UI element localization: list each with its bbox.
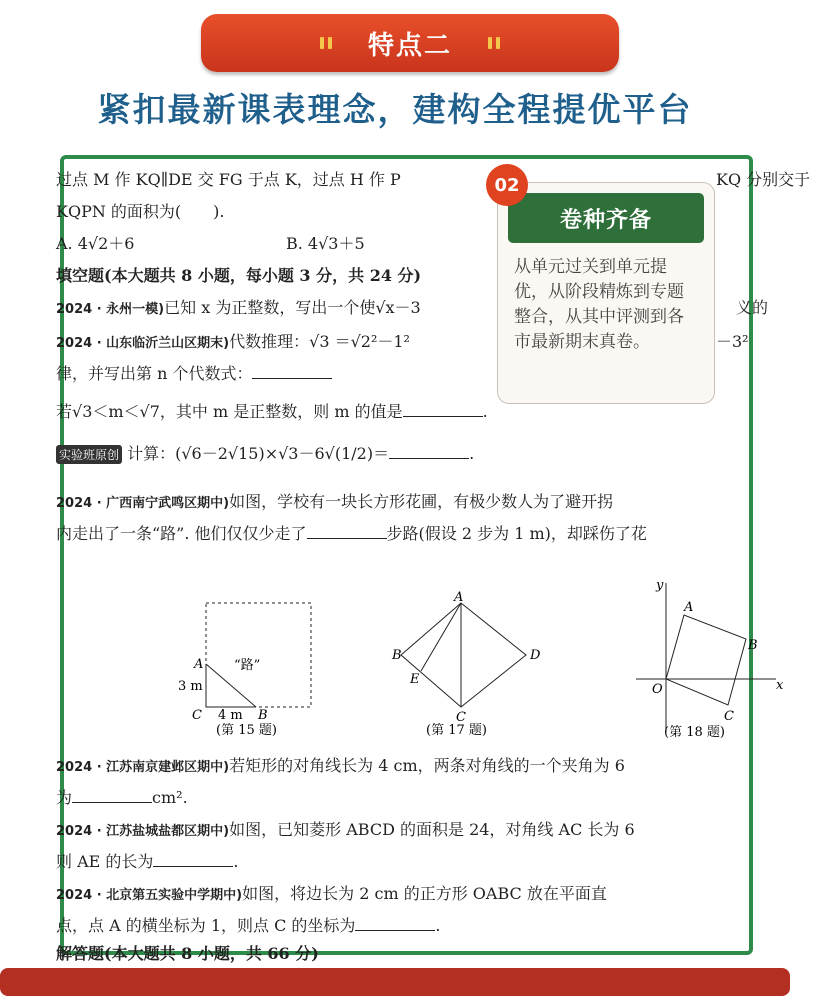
banner-decoration-right	[488, 37, 500, 49]
question-source: 2024 · 江苏盐城盐都区期中)	[56, 824, 230, 839]
feature-callout	[497, 182, 715, 404]
label-a: A	[684, 600, 694, 615]
doc-option-a: A. 4√2＋6	[56, 234, 135, 253]
headline: 紧扣最新课表理念，建构全程提优平台	[97, 90, 693, 129]
question-source: 2024 · 广西南宁武鸣区期中)	[56, 496, 230, 511]
doc-line: KQPN 的面积为( ).	[56, 202, 225, 221]
figure-caption: (第 18 题)	[664, 725, 725, 740]
label-a: A	[194, 657, 204, 672]
question-text: 若矩形的对角线长为 4 cm，两条对角线的一个夹角为 6	[229, 756, 625, 775]
callout-title: 卷种齐备	[508, 193, 704, 243]
doc-line: 则 AE 的长为 .	[56, 852, 239, 871]
question-text: 为	[56, 788, 73, 807]
answer-blank	[403, 402, 483, 417]
callout-text: 从单元过关到单元提优，从阶段精炼到专题整合，从其中评测到各市最新期末真卷。	[514, 257, 684, 352]
doc-line: 义的	[736, 298, 769, 317]
question-text: 如图，将边长为 2 cm 的正方形 OABC 放在平面直	[242, 884, 607, 903]
question-text: 点，点 A 的横坐标为 1，则点 C 的坐标为	[56, 916, 356, 935]
question-11	[56, 295, 421, 318]
section-heading: 解答题(本大题共 8 小题，共 66 分)	[56, 944, 319, 963]
question-12	[56, 329, 410, 352]
label-b: B	[748, 638, 758, 653]
dim-horizontal: 4 m	[218, 708, 243, 723]
answer-blank	[307, 524, 387, 539]
question-text: 律，并写出第 n 个代数式：	[56, 364, 253, 383]
figure-caption: (第 17 题)	[426, 723, 487, 738]
label-e: E	[410, 672, 420, 687]
banner-title: 特点二	[367, 30, 452, 61]
question-text: 则 AE 的长为	[56, 852, 154, 871]
label-x: x	[776, 678, 784, 693]
answer-blank	[355, 916, 435, 931]
rhombus-abcd	[401, 603, 526, 707]
number-badge: 02	[486, 164, 528, 206]
question-source: 2024 · 山东临沂兰山区期末)	[56, 336, 230, 351]
figure-17	[392, 589, 566, 739]
originality-tag: 实验班原创	[56, 445, 122, 464]
label-o: O	[652, 682, 663, 697]
answer-blank	[252, 364, 332, 379]
question-15	[56, 489, 613, 512]
question-13: 若√3＜m＜√7，其中 m 是正整数，则 m 的值是 .	[56, 402, 488, 421]
question-source: 2024 · 永州一模)	[56, 302, 165, 317]
label-b: B	[392, 648, 402, 663]
question-16	[56, 753, 625, 776]
segment-ae	[421, 603, 461, 671]
doc-option-b: B. 4√3＋5	[286, 234, 365, 253]
question-text: 如图，学校有一块长方形花圃，有极少数人为了避开拐	[229, 492, 614, 511]
question-text: 计算：(√6－2√15)×√3－6√(1/2)＝	[127, 444, 390, 463]
question-text: 若√3＜m＜√7，其中 m 是正整数，则 m 的值是	[56, 402, 403, 421]
section-heading: 填空题(本大题共 8 小题，每小题 3 分，共 24 分)	[56, 266, 422, 285]
question-text: 内走出了一条“路”. 他们仅仅少走了	[56, 524, 307, 543]
doc-line	[56, 521, 647, 544]
label-c: C	[456, 710, 466, 725]
answer-blank	[153, 852, 233, 867]
doc-line: －3²	[716, 332, 749, 351]
dim-vertical: 3 m	[178, 679, 203, 694]
doc-line: KQ 分别交于	[716, 170, 811, 189]
question-source: 2024 · 北京第五实验中学期中)	[56, 888, 243, 903]
feature-banner	[201, 14, 619, 72]
figure-18	[626, 577, 786, 739]
answer-blank	[72, 788, 152, 803]
answer-blank	[389, 444, 469, 459]
doc-line: 点，点 A 的横坐标为 1，则点 C 的坐标为 .	[56, 916, 441, 935]
question-text: 步路(假设 2 步为 1 m)，却踩伤了花	[386, 524, 647, 543]
square-oabc	[666, 615, 746, 705]
label-a: A	[454, 590, 464, 605]
figure-15	[176, 589, 366, 739]
flowerbed-rect	[206, 603, 311, 707]
label-c: C	[192, 708, 202, 723]
question-text: cm².	[152, 788, 188, 807]
label-c: C	[724, 709, 734, 724]
doc-line: 过点 M 作 KQ∥DE 交 FG 于点 K，过点 H 作 P	[56, 170, 401, 189]
question-source: 2024 · 江苏南京建邺区期中)	[56, 760, 230, 775]
label-b: B	[258, 708, 268, 723]
question-text: 如图，已知菱形 ABCD 的面积是 24，对角线 AC 长为 6	[229, 820, 635, 839]
road-label: “路”	[234, 658, 261, 673]
question-17	[56, 817, 635, 840]
question-14: 实验班原创 计算：(√6－2√15)×√3－6√(1/2)＝ .	[56, 441, 474, 464]
figure-caption: (第 15 题)	[216, 723, 277, 738]
label-y: y	[656, 578, 664, 593]
doc-line	[56, 785, 188, 808]
question-18	[56, 881, 607, 904]
question-text: 已知 x 为正整数，写出一个使√x－3	[164, 298, 421, 317]
label-d: D	[530, 648, 541, 663]
banner-decoration-left	[320, 37, 332, 49]
doc-line	[56, 361, 332, 384]
bottom-bar	[0, 968, 790, 996]
question-text: 代数推理：√3 ＝√2²－1²	[229, 332, 410, 351]
